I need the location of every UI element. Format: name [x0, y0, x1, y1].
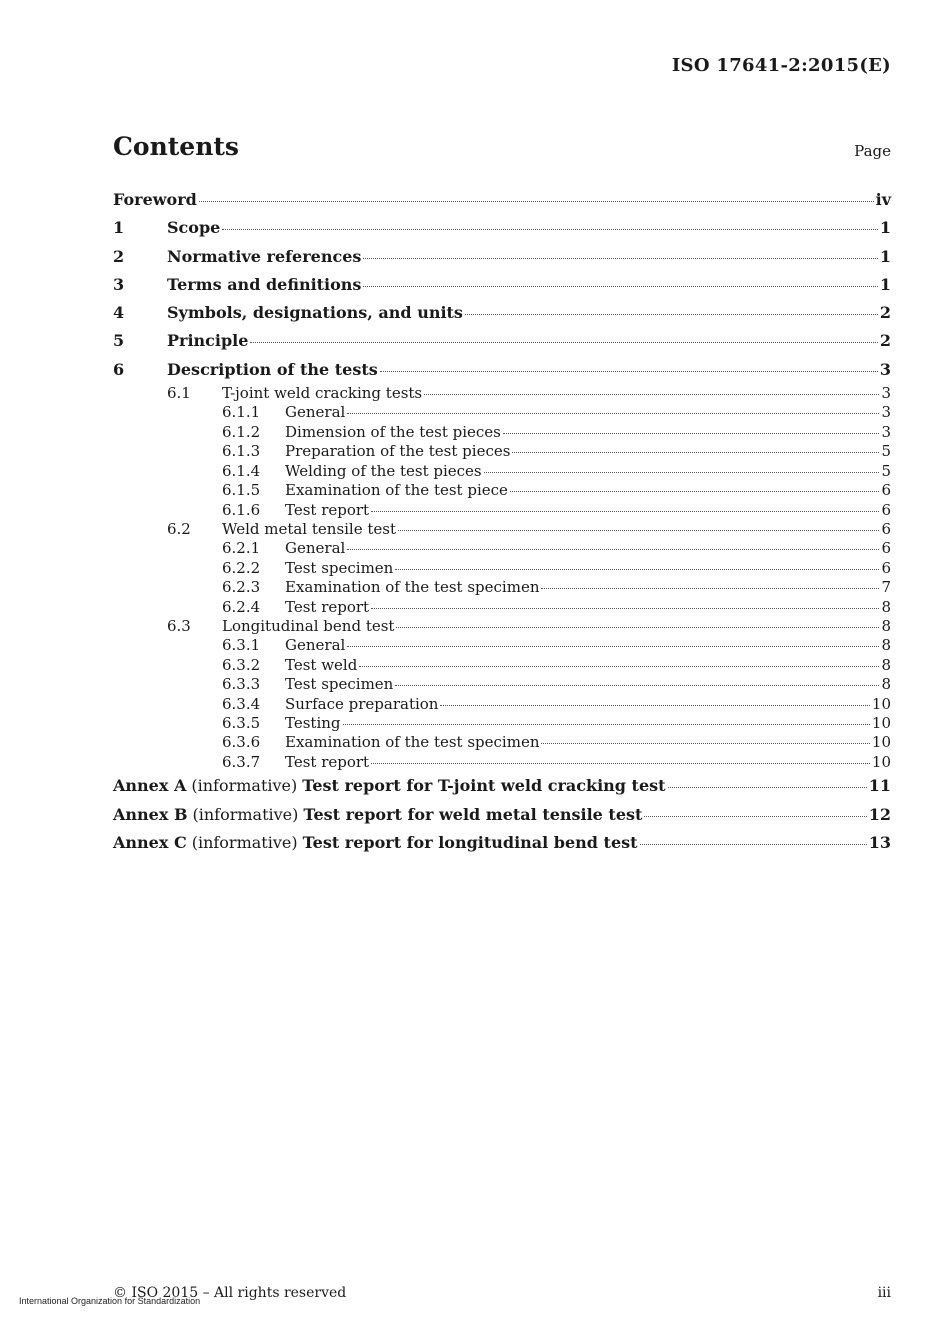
toc-entry-number: 6.2.1: [222, 539, 261, 558]
toc-entry[interactable]: [113, 753, 891, 772]
dot-leader: [363, 258, 877, 259]
toc-entry[interactable]: [113, 384, 891, 403]
table-of-contents: [113, 186, 891, 857]
toc-entry[interactable]: [113, 656, 891, 675]
toc-entry-title: Testing: [285, 713, 341, 732]
toc-entry-page: 1: [879, 246, 891, 266]
toc-entry[interactable]: [113, 327, 891, 355]
toc-entry-page: 6: [881, 558, 891, 577]
dot-leader: [371, 763, 870, 764]
dot-leader: [380, 371, 878, 372]
annex-type: (informative): [191, 776, 298, 796]
toc-entry[interactable]: [113, 636, 891, 655]
toc-annex-entry[interactable]: [113, 829, 891, 857]
toc-entry-page: 8: [881, 636, 891, 655]
toc-entry[interactable]: [113, 578, 891, 597]
toc-entry-title: General: [285, 539, 346, 558]
toc-entry-title: Preparation of the test pieces: [285, 442, 511, 461]
toc-entry-page: 2: [879, 331, 891, 351]
page-number: iii: [877, 1285, 891, 1301]
toc-entry-page: 8: [881, 597, 891, 616]
toc-entry-number: 6.3.4: [222, 694, 261, 713]
toc-entry-title: Test report: [285, 597, 370, 616]
toc-entry-page: 10: [871, 733, 891, 752]
toc-entry-number: 6.2: [167, 519, 191, 538]
toc-entry-page: iv: [875, 190, 891, 209]
toc-entry-page: 5: [881, 442, 891, 461]
toc-entry-number: 6.3.5: [222, 713, 261, 732]
toc-entry[interactable]: [113, 559, 891, 578]
toc-entry-title: Principle: [167, 331, 249, 351]
toc-entry-number: 6: [113, 359, 125, 379]
dot-leader: [541, 743, 869, 744]
dot-leader: [424, 394, 879, 395]
toc-entry-page: 6: [881, 519, 891, 538]
toc-entry-title: Test report for T-joint weld cracking test: [302, 776, 666, 796]
toc-entry-page: 10: [871, 694, 891, 713]
toc-entry-title: Test report: [285, 500, 370, 519]
toc-entry-number: 6.2.3: [222, 578, 261, 597]
toc-entry-page: 8: [881, 655, 891, 674]
toc-entry-number: 2: [113, 246, 125, 266]
toc-entry-title: Symbols, designations, and units: [167, 303, 463, 323]
dot-leader: [440, 705, 869, 706]
dot-leader: [465, 314, 878, 315]
toc-entry[interactable]: [113, 299, 891, 327]
dot-leader: [347, 549, 879, 550]
toc-entry[interactable]: [113, 214, 891, 242]
toc-entry-title: Weld metal tensile test: [222, 519, 397, 538]
copyright-notice: © ISO 2015 – All rights reserved: [113, 1285, 347, 1301]
dot-leader: [541, 588, 879, 589]
toc-entry-number: 6.3.7: [222, 752, 261, 771]
annex-label: Annex C: [113, 832, 187, 852]
toc-annex-entry[interactable]: [113, 772, 891, 800]
toc-entry-title: Description of the tests: [167, 359, 378, 379]
toc-entry-page: 3: [881, 403, 891, 422]
toc-entry-title: Examination of the test specimen: [285, 578, 540, 597]
toc-entry-number: 3: [113, 274, 125, 294]
toc-entry-page: 6: [881, 539, 891, 558]
toc-entry-page: 6: [881, 481, 891, 500]
toc-entry[interactable]: [113, 481, 891, 500]
toc-entry[interactable]: [113, 733, 891, 752]
toc-entry[interactable]: [113, 462, 891, 481]
toc-entry-number: 6.3.1: [222, 636, 261, 655]
toc-entry-page: 7: [881, 578, 891, 597]
toc-entry-number: 6.3.3: [222, 675, 261, 694]
dot-leader: [396, 627, 879, 628]
toc-entry-page: 5: [881, 461, 891, 480]
toc-entry[interactable]: [113, 675, 891, 694]
toc-entry-number: 6.1.5: [222, 481, 261, 500]
toc-entry-title: General: [285, 636, 346, 655]
dot-leader: [512, 452, 879, 453]
toc-entry-title: T-joint weld cracking tests: [222, 384, 423, 403]
toc-entry[interactable]: [113, 617, 891, 636]
toc-entry-title: Examination of the test piece: [285, 481, 508, 500]
toc-entry-page: 1: [879, 274, 891, 294]
toc-entry-page: 3: [881, 422, 891, 441]
toc-entry[interactable]: [113, 598, 891, 617]
document-code: ISO 17641-2:2015(E): [671, 55, 891, 76]
toc-entry-foreword[interactable]: [113, 186, 891, 214]
dot-leader: [395, 685, 879, 686]
toc-entry-title: Scope: [167, 218, 221, 238]
toc-entry-number: 5: [113, 331, 125, 351]
dot-leader: [503, 433, 880, 434]
toc-entry-number: 1: [113, 218, 125, 238]
toc-entry-page: 8: [881, 616, 891, 635]
toc-entry-page: 10: [871, 752, 891, 771]
dot-leader: [347, 413, 879, 414]
toc-entry-title: Terms and definitions: [167, 274, 362, 294]
page-column-label: Page: [854, 142, 891, 160]
toc-entry-title: Normative references: [167, 246, 362, 266]
toc-entry-title: Test report: [285, 752, 370, 771]
dot-leader: [371, 511, 879, 512]
toc-entry-title: Examination of the test specimen: [285, 733, 540, 752]
toc-entry[interactable]: [113, 520, 891, 539]
toc-entry[interactable]: [113, 271, 891, 299]
toc-entry-number: 6.3: [167, 616, 191, 635]
toc-entry-number: 6.2.2: [222, 558, 261, 577]
toc-entry[interactable]: [113, 243, 891, 271]
dot-leader: [371, 608, 879, 609]
page-title: Contents: [113, 132, 240, 161]
dot-leader: [347, 646, 879, 647]
annex-type: (informative): [192, 804, 299, 824]
toc-entry-page: 6: [881, 500, 891, 519]
dot-leader: [199, 201, 874, 202]
toc-entry-number: 6.3.2: [222, 655, 261, 674]
toc-entry[interactable]: [113, 539, 891, 558]
toc-entry-number: 6.1.3: [222, 442, 261, 461]
toc-entry-page: 8: [881, 675, 891, 694]
annex-label: Annex B: [113, 804, 188, 824]
toc-entry-title: General: [285, 403, 346, 422]
dot-leader: [668, 787, 867, 788]
dot-leader: [510, 491, 880, 492]
toc-entry-page: 12: [868, 804, 891, 824]
dot-leader: [395, 569, 879, 570]
toc-annex-entry[interactable]: [113, 801, 891, 829]
toc-entry-number: 4: [113, 303, 125, 323]
annex-label: Annex A: [113, 776, 187, 796]
toc-entry-number: 6.1.2: [222, 422, 261, 441]
annex-type: (informative): [191, 832, 298, 852]
toc-entry[interactable]: [113, 356, 891, 384]
dot-leader: [640, 844, 867, 845]
toc-entry-title: Foreword: [113, 190, 197, 209]
toc-entry-title: Welding of the test pieces: [285, 461, 482, 480]
toc-entry[interactable]: [113, 714, 891, 733]
toc-entry[interactable]: [113, 695, 891, 714]
toc-entry-number: 6.1.1: [222, 403, 261, 422]
dot-leader: [250, 342, 877, 343]
toc-entry-title: Surface preparation: [285, 694, 439, 713]
toc-entry-title: Test weld: [285, 655, 358, 674]
toc-entry-page: 10: [871, 713, 891, 732]
toc-entry-page: 11: [868, 776, 891, 796]
toc-entry[interactable]: [113, 403, 891, 422]
toc-entry-title: Dimension of the test pieces: [285, 422, 501, 441]
toc-entry[interactable]: [113, 442, 891, 461]
toc-entry-title: Test report for weld metal tensile test: [303, 804, 643, 824]
toc-entry-page: 3: [881, 384, 891, 403]
toc-entry-page: 13: [868, 832, 891, 852]
toc-entry[interactable]: [113, 423, 891, 442]
watermark-text: International Organization for Standardization: [19, 1296, 201, 1306]
toc-entry-page: 1: [879, 218, 891, 238]
toc-entry-title: Test report for longitudinal bend test: [302, 832, 638, 852]
toc-entry-title: Test specimen: [285, 675, 394, 694]
dot-leader: [343, 724, 870, 725]
dot-leader: [644, 816, 866, 817]
toc-entry-title: Longitudinal bend test: [222, 616, 395, 635]
toc-entry-number: 6.1: [167, 384, 191, 403]
toc-entry-number: 6.2.4: [222, 597, 261, 616]
dot-leader: [222, 229, 878, 230]
toc-entry-title: Test specimen: [285, 558, 394, 577]
dot-leader: [363, 286, 877, 287]
toc-entry-number: 6.3.6: [222, 733, 261, 752]
toc-entry-page: 2: [879, 303, 891, 323]
toc-entry-number: 6.1.4: [222, 461, 261, 480]
dot-leader: [398, 530, 879, 531]
toc-entry[interactable]: [113, 501, 891, 520]
dot-leader: [484, 472, 880, 473]
toc-entry-page: 3: [879, 359, 891, 379]
toc-entry-number: 6.1.6: [222, 500, 261, 519]
dot-leader: [359, 666, 879, 667]
